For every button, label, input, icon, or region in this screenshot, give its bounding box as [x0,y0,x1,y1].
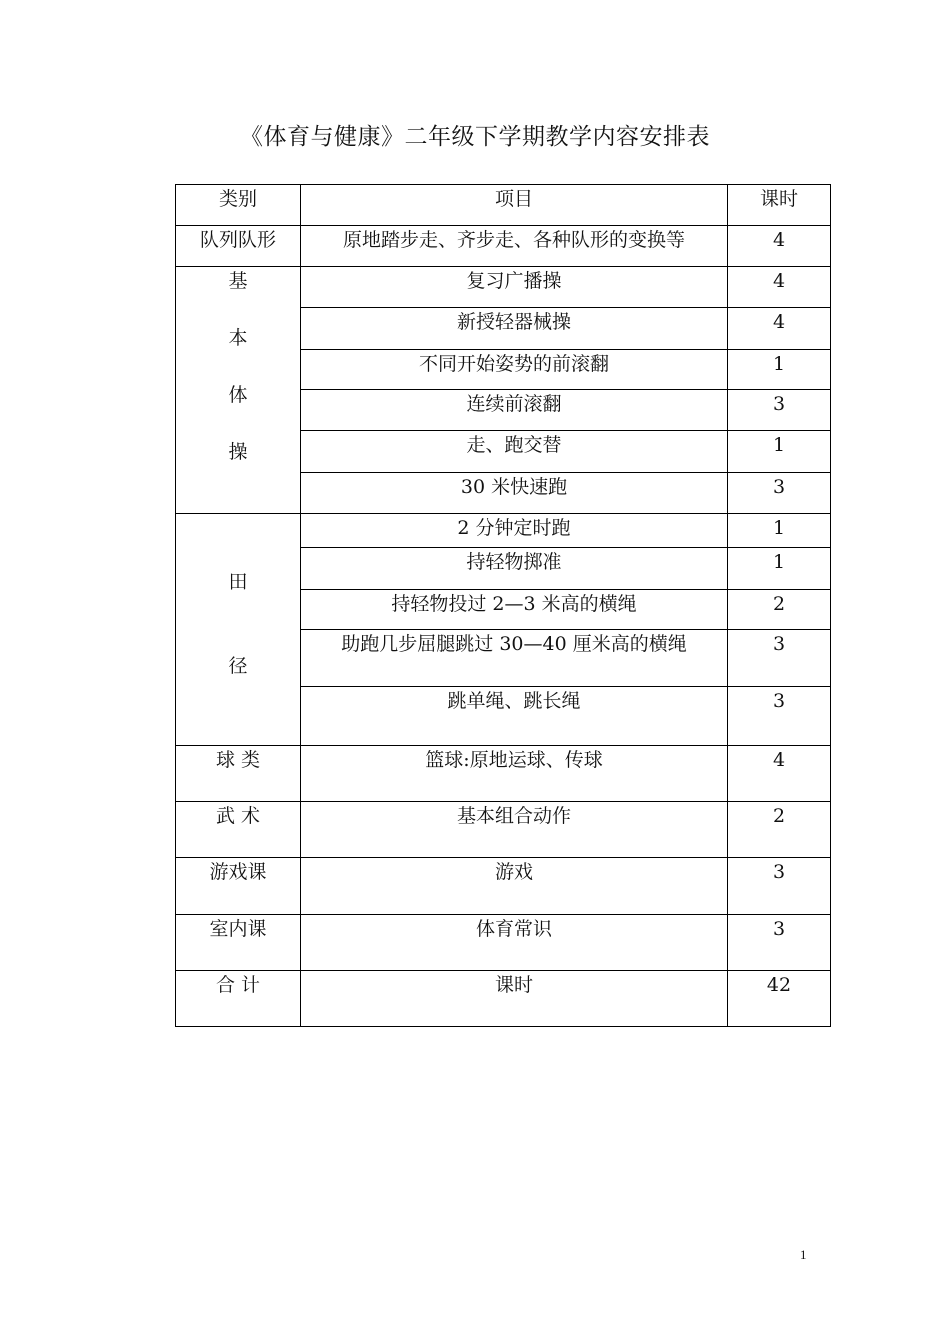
hours-cell: 2 [728,802,831,858]
item-cell: 原地踏步走、齐步走、各种队形的变换等 [301,226,728,267]
header-hours: 课时 [728,185,831,226]
table-row [176,915,831,971]
item-cell: 30 米快速跑 [301,473,728,514]
table-row [176,746,831,802]
table-row [176,226,831,267]
category-cell: 球 类 [176,746,301,802]
item-cell: 连续前滚翻 [301,390,728,431]
table-row [176,267,831,308]
item-cell: 篮球:原地运球、传球 [301,746,728,802]
item-cell: 课时 [301,971,728,1027]
category-char: 体 [228,384,248,406]
category-char: 基 [228,270,248,292]
hours-cell: 3 [728,858,831,915]
category-cell-track-field [176,514,301,746]
hours-cell: 1 [728,350,831,390]
category-cell: 游戏课 [176,858,301,915]
category-char: 本 [228,327,248,349]
hours-cell: 1 [728,431,831,473]
hours-cell: 42 [728,971,831,1027]
table-row [176,971,831,1027]
header-item: 项目 [301,185,728,226]
hours-cell: 3 [728,630,831,687]
hours-cell: 4 [728,226,831,267]
item-cell: 走、跑交替 [301,431,728,473]
item-cell: 持轻物掷准 [301,548,728,590]
item-cell: 持轻物投过 2—3 米高的横绳 [301,590,728,630]
category-cell: 合 计 [176,971,301,1027]
hours-cell: 4 [728,267,831,308]
category-cell: 队列队形 [176,226,301,267]
page-number: 1 [800,1247,807,1262]
hours-cell: 3 [728,473,831,514]
item-cell: 新授轻器械操 [301,308,728,350]
category-char: 径 [228,655,248,677]
category-cell: 武 术 [176,802,301,858]
header-category: 类别 [176,185,301,226]
table-row [176,514,831,548]
item-cell: 不同开始姿势的前滚翻 [301,350,728,390]
category-char: 田 [228,571,248,593]
category-char: 操 [228,441,248,463]
hours-cell: 1 [728,548,831,590]
table-row [176,802,831,858]
teaching-plan-table [175,184,831,1027]
hours-cell: 3 [728,687,831,746]
table-row [176,858,831,915]
table-header-row [176,185,831,226]
hours-cell: 3 [728,915,831,971]
document-title: 《体育与健康》二年级下学期教学内容安排表 [240,124,710,150]
item-cell: 助跑几步屈腿跳过 30—40 厘米高的横绳 [301,630,728,687]
item-cell: 基本组合动作 [301,802,728,858]
item-cell: 跳单绳、跳长绳 [301,687,728,746]
hours-cell: 2 [728,590,831,630]
hours-cell: 4 [728,746,831,802]
category-cell: 室内课 [176,915,301,971]
item-cell: 复习广播操 [301,267,728,308]
category-cell-gymnastics [176,267,301,514]
hours-cell: 1 [728,514,831,548]
item-cell: 体育常识 [301,915,728,971]
item-cell: 2 分钟定时跑 [301,514,728,548]
hours-cell: 4 [728,308,831,350]
item-cell: 游戏 [301,858,728,915]
hours-cell: 3 [728,390,831,431]
